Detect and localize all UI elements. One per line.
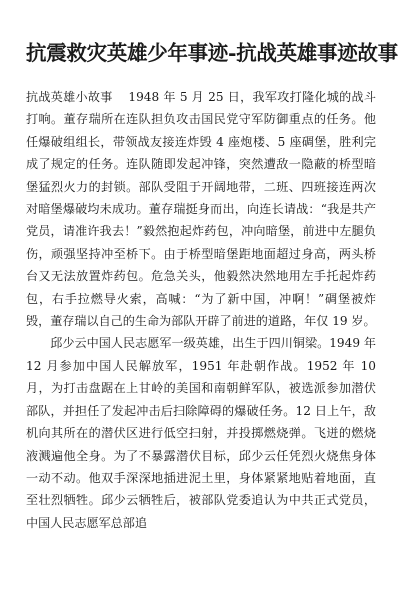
paragraph-qiu-shaoyun <box>26 332 376 534</box>
document-title: 抗震救灾英雄少年事迹-抗战英雄事迹故事 <box>26 41 398 65</box>
paragraph-lead: 抗战英雄小故事 <box>26 90 113 104</box>
paragraph-text: 1948 年 5 月 25 日，我军攻打隆化城的战斗打响。董存瑞所在连队担负攻击国民党守军防御重点的任务。他任爆破组组长，带领战友接连炸毁 4 座炮楼、5 座碉堡，胜利完成了规定的任务。连队随即发起冲锋，突然遭敌一隐蔽的桥型暗堡猛烈火力的封锁。部队受阻于开阔地带，二班、四班接连两次对暗堡爆破均未成功。董存瑞挺身而出，向连长请战：“我是共产党员，请准许我去！”毅然抱起炸药包，冲向暗堡，前进中左腿负伤，顽强坚持冲至桥下。由于桥型暗堡距地面超过身高，两头桥台又无法放置炸药包。危急关头，他毅然决然地用左手托起炸药包，右手拉燃导火索，高喊：“为了新中国，冲啊！”碉堡被炸毁，董存瑞以自己的生命为部队开辟了前进的道路，年仅 19 岁。 <box>26 90 376 329</box>
paragraph-dong-cunrui <box>26 86 376 332</box>
paragraph-text: 邱少云中国人民志愿军一级英雄，出生于四川铜梁。1949 年 12 月参加中国人民解放军，1951 年赴朝作战。1952 年 10 月，为打击盘踞在上甘岭的美国和南朝鲜军队，被选派参加潜伏部队，并担任了发起冲击后扫除障碍的爆破任务。12 日上午，敌机向其所在的潜伏区进行低空扫射，并投掷燃烧弹。飞迸的燃烧液溅遍他全身。为了不暴露潜伏目标，邱少云任凭烈火烧焦身体一动不动。他双手深深地插进泥土里，身体紧紧地贴着地面，直至壮烈牺牲。邱少云牺牲后，被部队党委追认为中共正式党员，中国人民志愿军总部追 <box>26 336 376 530</box>
document-body <box>26 86 376 534</box>
